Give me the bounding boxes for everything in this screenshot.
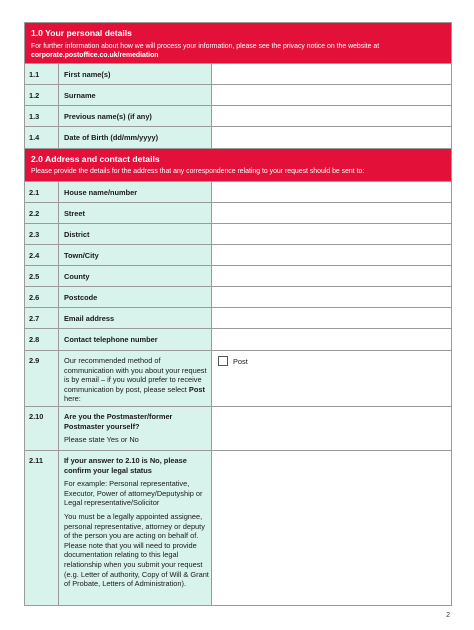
row-number: 2.11 <box>25 451 59 605</box>
previous-names-field[interactable] <box>212 106 451 126</box>
form-row-1-4 <box>25 126 451 148</box>
row-label: Surname <box>59 85 212 105</box>
row-label: Email address <box>59 308 212 328</box>
row-label: House name/number <box>59 182 212 202</box>
row-label: Street <box>59 203 212 223</box>
personal-details-form <box>24 22 452 606</box>
row-number: 2.6 <box>25 287 59 307</box>
form-row-2-2 <box>25 202 451 223</box>
row-number: 2.10 <box>25 407 59 450</box>
row-number: 1.4 <box>25 127 59 148</box>
row-number: 2.5 <box>25 266 59 286</box>
row-label: County <box>59 266 212 286</box>
form-row-2-10 <box>25 406 451 450</box>
section-1-header <box>25 23 451 63</box>
form-row-2-6 <box>25 286 451 307</box>
form-row-2-1 <box>25 181 451 202</box>
row-label: Postcode <box>59 287 212 307</box>
row-number: 1.1 <box>25 64 59 84</box>
street-field[interactable] <box>212 203 451 223</box>
house-name-field[interactable] <box>212 182 451 202</box>
legal-status-field[interactable] <box>212 451 451 605</box>
email-address-field[interactable] <box>212 308 451 328</box>
communication-preference-text-end: here: <box>64 394 81 404</box>
section-1-title: 1.0 Your personal details <box>31 28 132 38</box>
communication-preference-text <box>64 356 211 404</box>
communication-preference-cell <box>212 351 451 406</box>
legal-status-question-text: If your answer to 2.10 is No, please confirm your legal status <box>64 456 187 475</box>
form-row-2-8 <box>25 328 451 350</box>
date-of-birth-field[interactable] <box>212 127 451 148</box>
telephone-field[interactable] <box>212 329 451 350</box>
row-label: Contact telephone number <box>59 329 212 350</box>
form-row-1-3 <box>25 105 451 126</box>
form-row-2-4 <box>25 244 451 265</box>
form-row-2-7 <box>25 307 451 328</box>
first-name-field[interactable] <box>212 64 451 84</box>
row-number: 2.4 <box>25 245 59 265</box>
post-checkbox-wrap[interactable] <box>212 351 451 366</box>
section-2-header <box>25 148 451 181</box>
row-label: District <box>59 224 212 244</box>
town-city-field[interactable] <box>212 245 451 265</box>
row-label: Date of Birth (dd/mm/yyyy) <box>59 127 212 148</box>
district-field[interactable] <box>212 224 451 244</box>
section-2-title: 2.0 Address and contact details <box>31 154 160 164</box>
form-row-2-11 <box>25 450 451 605</box>
postmaster-question <box>64 412 211 445</box>
row-label: Previous name(s) (if any) <box>59 106 212 126</box>
row-number: 2.1 <box>25 182 59 202</box>
row-number: 1.2 <box>25 85 59 105</box>
row-label: Town/City <box>59 245 212 265</box>
legal-status-question <box>64 456 211 589</box>
row-number: 2.3 <box>25 224 59 244</box>
legal-status-requirements: You must be a legally appointed assignee, personal representative, attorney or deputy of the person you are acting on behalf of. Please note that you will need to provide documentation relating to this legal relationship when you submit your request (e.g. Letter of authority, Copy of Will & Grant of Probate, Letters of Administration). <box>64 511 209 589</box>
form-row-2-3 <box>25 223 451 244</box>
row-label <box>59 351 212 406</box>
row-label: First name(s) <box>59 64 212 84</box>
privacy-notice-link[interactable]: corporate.postoffice.co.uk/remediation <box>31 52 159 59</box>
row-number: 2.7 <box>25 308 59 328</box>
county-field[interactable] <box>212 266 451 286</box>
postmaster-question-text: Are you the Postmaster/former Postmaster yourself? <box>64 412 173 431</box>
section-1-description <box>31 42 445 60</box>
form-row-1-2 <box>25 84 451 105</box>
post-checkbox-label: Post <box>233 356 248 366</box>
page-number: 2 <box>446 612 450 619</box>
row-number: 2.8 <box>25 329 59 350</box>
legal-status-examples: For example: Personal representative, Executor, Power of attorney/Deputyship or Legal representative/Solicitor <box>64 479 203 508</box>
surname-field[interactable] <box>212 85 451 105</box>
postmaster-answer-field[interactable] <box>212 407 451 450</box>
communication-preference-text-start: Our recommended method of communication with you about your request is by email – if you would prefer to receive communication by post, please select <box>64 356 207 394</box>
row-number: 2.9 <box>25 351 59 406</box>
form-row-1-1 <box>25 63 451 84</box>
post-checkbox[interactable] <box>218 356 228 366</box>
form-row-2-9 <box>25 350 451 406</box>
row-number: 2.2 <box>25 203 59 223</box>
post-keyword: Post <box>188 384 205 394</box>
section-2-description: Please provide the details for the address that any correspondence relating to your request should be sent to: <box>31 168 365 175</box>
postmaster-question-note: Please state Yes or No <box>64 435 139 445</box>
row-label <box>59 451 212 605</box>
row-label <box>59 407 212 450</box>
row-number: 1.3 <box>25 106 59 126</box>
section-1-description-text: For further information about how we will process your information, please see the privacy notice on the website at <box>31 43 380 50</box>
postcode-field[interactable] <box>212 287 451 307</box>
form-row-2-5 <box>25 265 451 286</box>
